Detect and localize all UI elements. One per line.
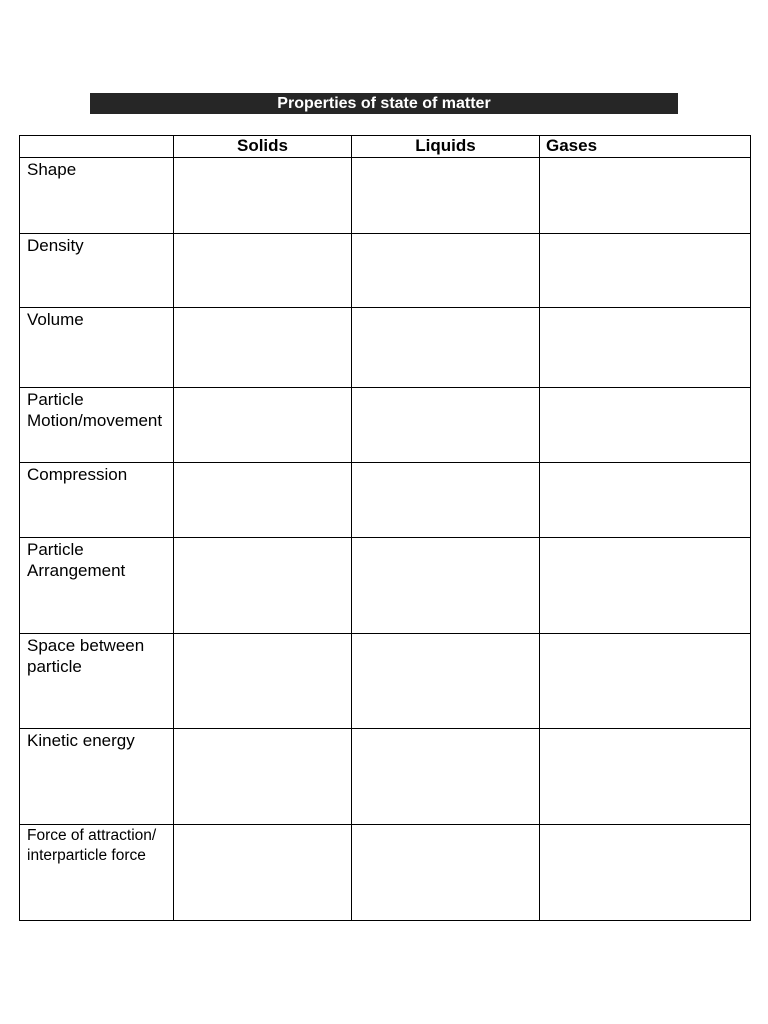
cell-arrangement-gases[interactable] [540, 538, 751, 634]
cell-volume-gases[interactable] [540, 308, 751, 388]
cell-motion-gases[interactable] [540, 388, 751, 463]
cell-arrangement-liquids[interactable] [352, 538, 540, 634]
cell-compression-liquids[interactable] [352, 463, 540, 538]
cell-compression-gases[interactable] [540, 463, 751, 538]
cell-kinetic-gases[interactable] [540, 729, 751, 825]
table-row [20, 463, 751, 538]
header-row [20, 136, 751, 158]
row-label-kinetic-energy: Kinetic energy [20, 729, 174, 825]
cell-kinetic-liquids[interactable] [352, 729, 540, 825]
row-label-particle-arrangement: Particle Arrangement [20, 538, 174, 634]
cell-space-gases[interactable] [540, 634, 751, 729]
table-row [20, 538, 751, 634]
cell-force-solids[interactable] [174, 825, 352, 921]
cell-density-liquids[interactable] [352, 234, 540, 308]
cell-shape-liquids[interactable] [352, 158, 540, 234]
cell-force-liquids[interactable] [352, 825, 540, 921]
cell-shape-solids[interactable] [174, 158, 352, 234]
column-header-solids: Solids [174, 136, 352, 158]
cell-motion-solids[interactable] [174, 388, 352, 463]
table-row [20, 634, 751, 729]
cell-density-solids[interactable] [174, 234, 352, 308]
table-row [20, 158, 751, 234]
table-row [20, 234, 751, 308]
cell-volume-liquids[interactable] [352, 308, 540, 388]
properties-table [19, 135, 751, 921]
cell-space-liquids[interactable] [352, 634, 540, 729]
cell-density-gases[interactable] [540, 234, 751, 308]
cell-space-solids[interactable] [174, 634, 352, 729]
cell-volume-solids[interactable] [174, 308, 352, 388]
header-corner-cell [20, 136, 174, 158]
column-header-gases: Gases [540, 136, 751, 158]
cell-shape-gases[interactable] [540, 158, 751, 234]
table-row [20, 388, 751, 463]
row-label-volume: Volume [20, 308, 174, 388]
row-label-shape: Shape [20, 158, 174, 234]
table-row [20, 825, 751, 921]
table-row [20, 729, 751, 825]
row-label-particle-motion: Particle Motion/movement [20, 388, 174, 463]
cell-compression-solids[interactable] [174, 463, 352, 538]
row-label-compression: Compression [20, 463, 174, 538]
cell-kinetic-solids[interactable] [174, 729, 352, 825]
cell-arrangement-solids[interactable] [174, 538, 352, 634]
row-label-force-of-attraction: Force of attraction/ interparticle force [20, 825, 174, 921]
cell-motion-liquids[interactable] [352, 388, 540, 463]
row-label-density: Density [20, 234, 174, 308]
column-header-liquids: Liquids [352, 136, 540, 158]
table-row [20, 308, 751, 388]
cell-force-gases[interactable] [540, 825, 751, 921]
document-title: Properties of state of matter [90, 93, 678, 114]
row-label-space-between: Space between particle [20, 634, 174, 729]
